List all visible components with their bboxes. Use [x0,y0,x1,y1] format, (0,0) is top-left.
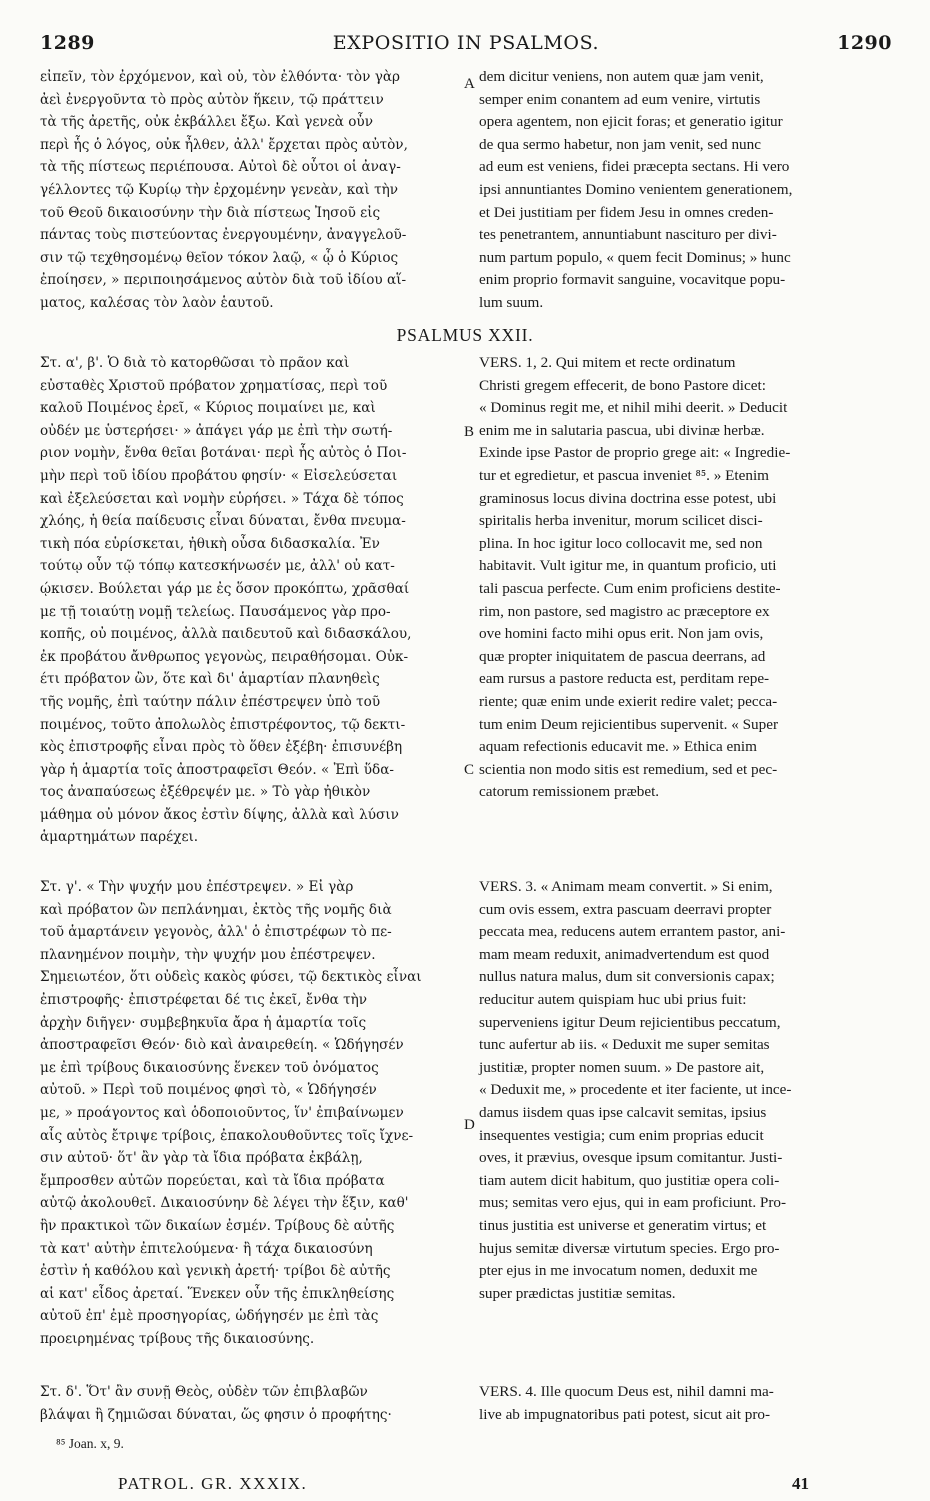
text-line: ἁμαρτημάτων παρέχει. [40,829,199,846]
margin-letter-d: D [464,1117,475,1133]
text-line: cum ovis essem, extra pascuam deerravi propter [479,900,772,918]
text-line: τὰ τῆς ἀρετῆς, οὐκ ἐκβάλλει ἔξω. Καὶ γενεὰ οὖν [40,114,373,131]
text-line: Christi gregem effecerit, de bono Pastore dicet: [479,376,766,394]
text-line: super prædictas justitiæ semitas. [479,1284,676,1302]
text-line: tum enim Deum rejicientibus supervenit. « Super [479,715,779,733]
text-line: Στ. γ'. « Τὴν ψυχήν μου ἐπέστρεψεν. » Εἰ γὰρ [40,879,354,895]
text-line: ματος, καλέσας τὸν λαὸν ἑαυτοῦ. [40,294,274,311]
latin-column-block-3 [479,876,899,1305]
text-line: riente; quæ enim unde exierit redire valet; pecca- [479,692,778,710]
text-line: ad eum est veniens, fidei præcepta sectans. Hi vero [479,158,790,176]
text-line: tes penetrantem, annuntiabunt nascituro per divi- [479,226,777,244]
text-line: catorum remissionem præbet. [479,783,660,801]
text-line: με τῇ τοιαύτῃ νομῇ τελείως. Παυσάμενος γὰρ προ- [40,603,391,620]
text-line: περὶ ἧς ὁ λόγος, οὐκ ἦλθεν, ἀλλ' ἔρχεται πρὸς αὐτὸν, [40,136,408,153]
text-line: de qua sermo habetur, non jam venit, sed nunc [479,135,761,153]
text-line: quæ propter iniquitatem de pascua deerrans, ad [479,647,766,665]
text-line: semper enim conantem ad eum venire, virtutis [479,90,761,108]
text-line: scientia non modo sitis est remedium, sed et pec- [479,760,778,778]
text-line: ἀεὶ ἐνεργοῦντα τὸ πρὸς αὐτὸν ἥκειν, τῷ πράττειν [40,91,384,108]
text-line: τοῦ Θεοῦ δικαιοσύνην τὴν διὰ πίστεως Ἰησοῦ εἰς [40,204,381,221]
psalm-heading: PSALMUS XXII. [396,325,534,345]
text-line: αὐτοῦ. » Περὶ τοῦ ποιμένος φησὶ τὸ, « Ὡδήγησέν [40,1082,377,1099]
latin-column-block-2 [479,352,899,804]
text-line: ἔμπροσθεν αὐτῶν πορεύεται, καὶ τὰ ἴδια πρόβατα [40,1172,385,1189]
page-number-left: 1289 [40,32,95,54]
text-line: αἷς αὐτὸς ἔτριψε τρίβοις, ἐπακολουθοῦντες τοῖς ἴχνε- [40,1127,414,1144]
greek-column-block-2 [40,352,460,849]
text-line: τὰ τῆς πίστεως περιέπουσα. Αὐτοὶ δὲ οὗτοι οἱ ἀναγ- [40,159,401,176]
text-line: ἐστὶν ἡ καθόλου καὶ γενικὴ ἀρετή· τρίβοι δὲ αὐτῆς [40,1263,391,1280]
text-line: VERS. 1, 2. Qui mitem et recte ordinatum [479,354,736,371]
latin-column-block-1 [479,66,899,315]
text-line: « Deduxit me, » procedente et iter faciente, ut ince- [479,1081,792,1099]
text-line: γέλλοντες τῷ Κυρίῳ τὴν ἐρχομένην γενεὰν, καὶ τὴν [40,181,399,198]
text-line: Exinde ipse Pastor de proprio grege ait: « Ingredie- [479,444,791,462]
text-line: mus; semitas vero ejus, qui in eam proficiunt. Pro- [479,1194,787,1212]
text-line: tur et egredietur, et pascua inveniet ⁸⁵. » Etenim [479,466,770,484]
text-line: dem dicitur veniens, non autem quæ jam venit, [479,68,764,85]
text-line: αὐτῷ ἀκολουθεῖ. Δικαιοσύνην δὲ λέγει τὴν ἕξιν, καθ' [40,1195,409,1212]
text-line: ῴκισεν. Βούλεται γάρ με ἐς ὅσον προκόπτω, χρᾶσθαί [40,580,410,597]
text-line: spiritalis herba invenitur, morum scilicet disci- [479,512,763,530]
text-line: ove homini facto mihi opus erit. Non jam ovis, [479,625,764,643]
greek-column-block-3 [40,876,460,1350]
text-line: Σημειωτέον, ὅτι οὐδεὶς κακὸς φύσει, τῷ δεκτικὸς εἶναι [40,969,422,986]
text-line: ἐπιστροφῆς· ἐπιστρέφεται δέ τις ἐκεῖ, ἔνθα τὴν [40,991,368,1008]
text-line: σιν τῷ τεχθησομένῳ θεῖον τόκον λαῷ, « ᾧ ὁ Κύριος [40,249,399,266]
text-line: num partum populo, « quem fecit Dominus; » hunc [479,248,791,266]
text-line: VERS. 4. Ille quocum Deus est, nihil damni ma- [479,1383,774,1400]
page-number-right: 1290 [837,32,892,54]
running-title: EXPOSITIO IN PSALMOS. [332,32,600,54]
text-line: insequentes vestigia; cum enim proprias educit [479,1126,764,1144]
text-line: eam rursus a pastore reducta est, perditam repe- [479,670,770,688]
text-line: πλανημένον ποιμὴν, τὴν ψυχήν μου ἐπέστρεψεν. [40,946,376,963]
text-line: tunc aufertur ab iis. « Deduxit me super semitas [479,1036,770,1054]
text-line: hujus semitæ diversæ virtutum species. Ergo pro- [479,1239,780,1257]
text-line: ποιμένος, τοῦτο ἀπολωλὸς ἐπιστρέφοντος, τῷ δεκτι- [40,716,406,733]
text-line: ἣν πρακτικοὶ τῶν δικαίων ἐσμέν. Τρίβους δὲ αὐτῆς [40,1217,395,1234]
text-line: μάθημα οὐ μόνον ἄκος ἐστὶν δίψης, ἀλλὰ καὶ λύσιν [40,806,399,823]
text-line: superveniens igitur Deum rejicientibus peccatum, [479,1013,781,1031]
footnote: ⁸⁵ Joan. x, 9. [56,1436,124,1451]
text-line: pter ejus in me invocatum nomen, deduxit me [479,1262,758,1280]
text-line: χλόης, ἡ θεία παίδευσις εἶναι δύναται, ἔνθα πνευμα- [40,513,406,530]
text-line: plina. In hoc igitur loco collocavit me, sed non [479,534,763,552]
text-line: Στ. α', β'. Ὁ διὰ τὸ κατορθῶσαι τὸ πρᾶον καὶ [40,355,350,371]
page-header [40,32,892,62]
margin-letter-b: B [464,424,475,440]
text-line: κοπῆς, οὐ ποιμένος, ἀλλὰ παιδευτοῦ καὶ διδασκάλου, [40,626,412,643]
text-line: ἀρχὴν διῆγεν· συμβεβηκυῖα ἄρα ἡ ἁμαρτία τοῖς [40,1014,367,1031]
text-line: damus iisdem quas ipse calcavit semitas, ipsius [479,1103,767,1121]
text-line: τῆς νομῆς, ἐπὶ ταύτην πάλιν ἐπέστρεψεν ὑπὸ τοῦ [40,693,381,710]
text-line: καλοῦ Ποιμένος ἐρεῖ, « Κύριος ποιμαίνει με, καὶ [40,400,376,417]
text-line: τὰ κατ' αὐτὴν ἐπιτελούμενα· ἢ τάχα δικαιοσύνη [40,1240,373,1257]
text-line: με, » προάγοντος καὶ ὁδοποιοῦντος, ἵν' ἐπιβαίνωμεν [40,1104,404,1121]
footer-series-title: PATROL. GR. XXXIX. [118,1474,308,1493]
text-line: καὶ πρόβατον ὢν πεπλάνημαι, ἐκτὸς τῆς νομῆς διὰ [40,901,392,918]
text-line: Στ. δ'. Ὅτ' ἂν συνῇ Θεὸς, οὐδὲν τῶν ἐπιβλαβῶν [40,1384,368,1400]
text-line: peccata mea, reducens autem errantem pastor, ani- [479,923,786,941]
text-line: τικὴ πόα εὑρίσκεται, ἠθικὴ οὖσα διδασκαλία. Ἐν [40,535,380,552]
text-line: ριον νομὴν, ἔνθα θεῖαι βοτάναι· περὶ ἧς αὐτὸς ὁ Ποι- [40,445,407,462]
text-line: ἀποστραφεῖσι Θεόν· διὸ καὶ ἀναιρεθείη. « Ὡδήγησέν [40,1037,404,1054]
latin-column-block-4 [479,1381,899,1426]
text-line: μὴν περὶ τοῦ ἰδίου προβάτου φησίν· « Εἰσελεύσεται [40,467,398,484]
text-line: προειρημένας τρίβους τῆς δικαιοσύνης. [40,1330,315,1347]
text-line: habitavit. Vult igitur me, in quantum proficio, uti [479,557,777,575]
text-line: καὶ ἐξελεύσεται καὶ νομὴν εὑρήσει. » Τάχα δὲ τόπος [40,490,404,507]
text-line: εἰπεῖν, τὸν ἐρχόμενον, καὶ οὐ, τὸν ἐλθόντα· τὸν γὰρ [40,69,400,85]
text-line: πάντας τοὺς πιστεύοντας ἐνεργουμένην, ἀναγγελοῦ- [40,227,407,244]
text-line: τοῦ ἁμαρτάνειν γεγονὸς, ἀλλ' ὁ ἐπιστρέφων τὸ πε- [40,924,392,941]
text-line: enim proprio formavit sanguine, vocavitque popu- [479,271,786,289]
text-line: τούτῳ οὖν τῷ τόπῳ κατεσκήνωσέν με, ἀλλ' οὐ κατ- [40,558,395,575]
text-line: live ab impugnatoribus pati potest, sicut ait pro- [479,1405,771,1423]
text-line: lum suum. [479,293,544,311]
text-line: rim, non pastore, sed magistro ac præceptore ex [479,602,770,620]
text-line: με ἐπὶ τρίβους δικαιοσύνης ἕνεκεν τοῦ ὀνόματος [40,1059,379,1076]
text-line: εὐσταθὲς Χριστοῦ πρόβατον χρηματίσας, περὶ τοῦ [40,377,388,394]
text-line: ἐκ προβάτου ἄνθρωπος γεγονὼς, πειραθήσομαι. Οὐκ- [40,648,409,665]
greek-column-block-1 [40,66,460,315]
text-line: justitiæ, propter nomen suum. » De pastore ait, [479,1058,765,1076]
text-line: aquam refectionis educavit me. » Ethica enim [479,738,757,756]
text-line: αἱ κατ' εἶδος ἀρεταί. Ἕνεκεν οὖν τῆς ἐπικληθείσης [40,1285,395,1302]
text-line: « Dominus regit me, et nihil mihi deerit. » Deducit [479,399,788,417]
text-line: et Dei justitiam per fidem Jesu in omnes creden- [479,203,774,221]
text-line: VERS. 3. « Animam meam convertit. » Si enim, [479,878,773,895]
text-line: βλάψαι ἢ ζημιῶσαι δύναται, ὥς φησιν ὁ προφήτης· [40,1406,392,1423]
footer-signature-number: 41 [792,1474,809,1493]
text-line: έτι πρόβατον ὢν, ὅτε καὶ δι' ἁμαρτίαν πλανηθεὶς [40,671,380,688]
text-line: κὸς ἐπιστροφῆς εἶναι πρὸς τὸ ὅθεν ἐξέβη· ἐπισυνέβη [40,739,403,756]
text-line: graminosus locus divina doctrina esse potest, ubi [479,489,777,507]
text-line: σιν αὐτοῦ· ὅτ' ἂν γὰρ τὰ ἴδια πρόβατα ἐκβάλῃ, [40,1150,363,1167]
text-line: tiam autem dicit habitum, quo justitiæ opera coli- [479,1171,780,1189]
text-line: ipsi annuntiantes Domino venientem generationem, [479,180,793,198]
text-line: οὐδέν με ὑστερήσει· » ἀπάγει γάρ με ἐπὶ τὴν σωτή- [40,422,393,439]
text-line: ἐποίησεν, » περιποιησάμενος αὐτὸν διὰ τοῦ ἰδίου αἵ- [40,272,407,289]
text-line: opera agentem, non ejicit foras; et generatio igitur [479,113,783,131]
text-line: reducitur autem quispiam huc ubi prius fuit: [479,990,747,1008]
text-line: γὰρ ἡ ἁμαρτία τοῖς ἀποστραφεῖσι Θεόν. « Ἐπὶ ὕδα- [40,761,394,778]
margin-letter-c: C [464,762,475,778]
margin-letter-a: A [464,76,475,92]
text-line: tali pascua perfecte. Cum enim proficiens destite- [479,579,781,597]
greek-column-block-4 [40,1381,460,1426]
text-line: mam meam reduxit, animadvertendum est quod [479,945,770,963]
text-line: τος ἀναπαύσεως ἐξέθρεψέν με. » Τὸ γὰρ ἠθικὸν [40,784,371,801]
text-line: αὐτοῦ ἐπ' ἐμὲ προσηγορίας, ὡδήγησέν με ἐπὶ τὰς [40,1308,379,1325]
text-line: tinus justitia est universe et generatim virtus; et [479,1216,767,1234]
text-line: enim me in salutaria pascua, ubi divinæ herbæ. [479,421,765,439]
text-line: nullus natura malus, dum sit conversionis capax; [479,968,775,986]
text-line: oves, it prævius, ovesque ipsum comitantur. Justi- [479,1149,783,1167]
